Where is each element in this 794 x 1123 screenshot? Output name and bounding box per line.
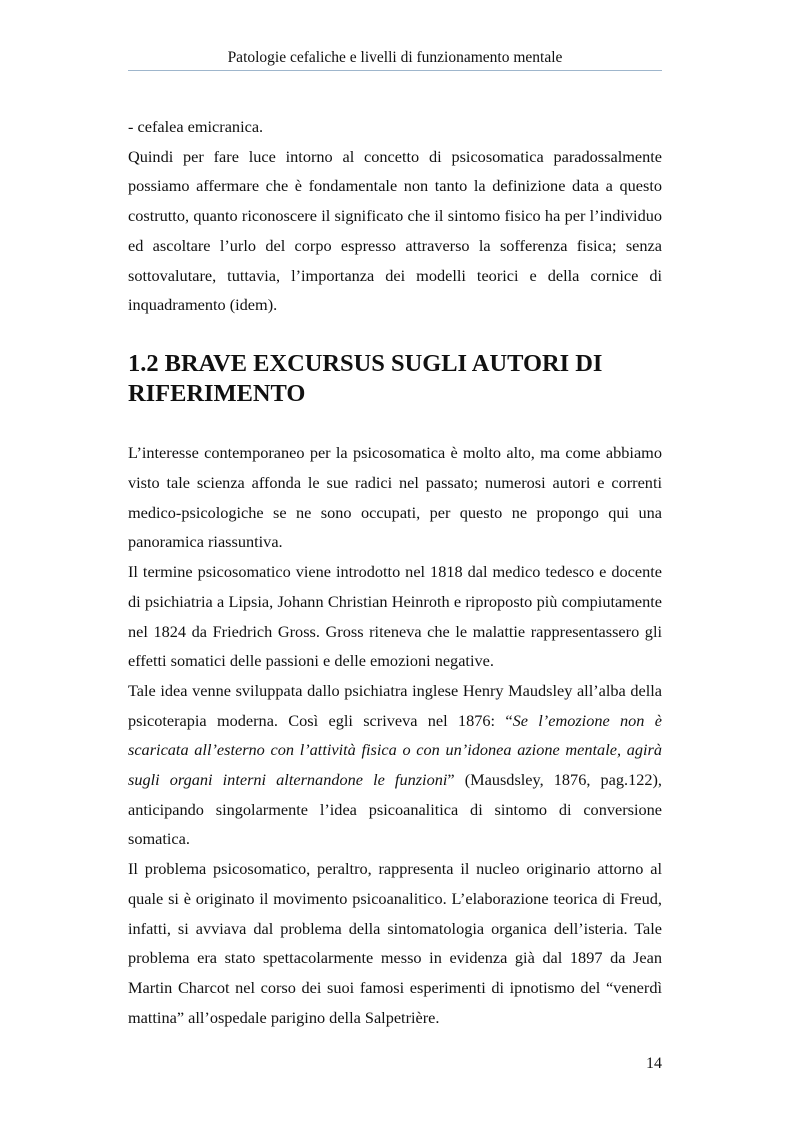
paragraph-psychoanalytic-movement: Il problema psicosomatico, peraltro, rappresenta il nucleo originario attorno al quale si è originato il movimento psicoanalitico. L’elaborazione teorica di Freud, infatti, si avviava dal problema della sintomatologia organica dell’isteria. Tale problema era stato spettacolarmente messo in evidenza già dal 1897 da Jean Martin Charcot nel corso dei suoi famosi esperimenti di ipnotismo del “venerdì mattina” all’ospedale parigino della Salpetrière. bbox=[128, 859, 662, 1027]
paragraph-psychosomatic-meaning: Quindi per fare luce intorno al concetto di psicosomatica paradossalmente possiamo affermare che è fondamentale non tanto la definizione data a questo costrutto, quanto riconoscere il significato che il sintomo fisico ha per l’individuo ed ascoltare l’urlo del corpo espresso attraverso la sofferenza fisica; senza sottovalutare, tuttavia, l’importanza dei modelli teorici e della cornice di inquadramento (idem). bbox=[128, 146, 662, 315]
maudsley-text-before: Tale idea venne sviluppata dallo psichiatra inglese Henry Maudsley all’alba della psicoterapia moderna. Così egli scriveva nel 1876: “ bbox=[128, 680, 662, 730]
maudsley-quote: Se l’emozione non è scaricata all’esterno con l’attività fisica o con un’idonea azione mentale, agirà sugli organi interni alternandone le funzioni bbox=[128, 710, 662, 790]
header-rule bbox=[128, 70, 662, 71]
section-heading: 1.2 BRAVE EXCURSUS SUGLI AUTORI DI RIFERIMENTO bbox=[128, 349, 603, 407]
page-body bbox=[128, 112, 662, 1032]
running-header: Patologie cefaliche e livelli di funzionamento mentale bbox=[227, 49, 563, 66]
paragraph-contemporary-interest: L’interesse contemporaneo per la psicosomatica è molto alto, ma come abbiamo visto tale scienza affonda le sue radici nel passato; numerosi autori e correnti medico-psicologiche se ne sono occupati, per questo ne propongo qui una panoramica riassuntiva. bbox=[128, 443, 662, 552]
maudsley-text-after: ” (Mausdsley, 1876, pag.122), anticipando singolarmente l’idea psicoanalitica di sintomo di conversione somatica. bbox=[128, 770, 662, 849]
paragraph-term-origin: Il termine psicosomatico viene introdotto nel 1818 dal medico tedesco e docente di psichiatria a Lipsia, Johann Christian Heinroth e riproposto più compiutamente nel 1824 da Friedrich Gross. Gross riteneva che le malattie rappresentassero gli effetti somatici delle passioni e delle emozioni negative. bbox=[128, 562, 662, 671]
page-number: 14 bbox=[646, 1055, 662, 1072]
paragraph-list-end: - cefalea emicranica. bbox=[128, 117, 264, 136]
paragraph-maudsley bbox=[128, 676, 662, 854]
